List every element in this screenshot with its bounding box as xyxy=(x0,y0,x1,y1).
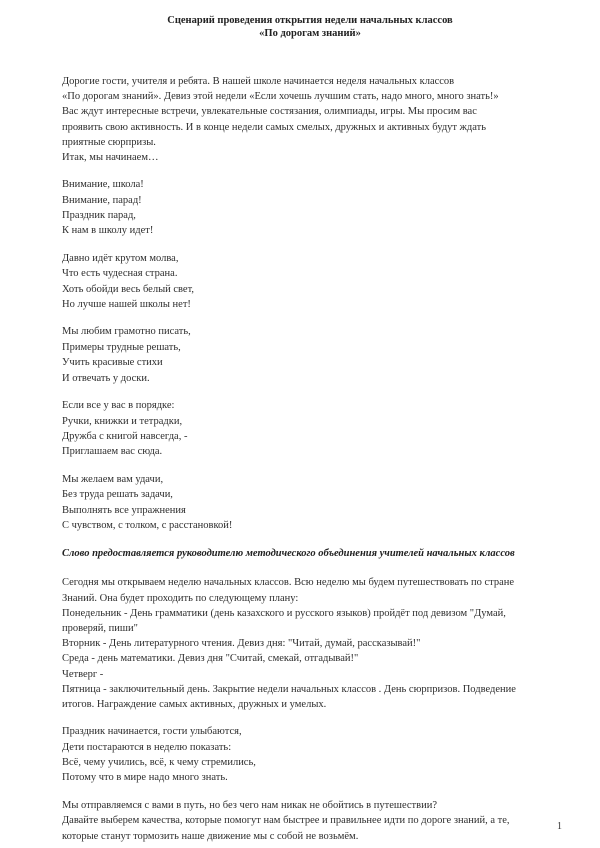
plan-line: Знаний. Она будет проходить по следующему плану: xyxy=(62,592,299,604)
poem-line: Дети постараются в неделю показать: xyxy=(62,741,232,753)
poem-line: Дружба с книгой навсегда, - xyxy=(62,430,188,442)
poem-line: Давно идёт крутом молва, xyxy=(62,252,179,264)
intro-paragraph xyxy=(62,74,558,165)
poem-stanza-4 xyxy=(62,398,558,460)
final-line: которые станут тормозить наше движение мы с собой не возьмём. xyxy=(62,830,359,842)
final-line: Давайте выберем качества, которые помогут нам быстрее и правильнее идти по дороге знаний, а те, xyxy=(62,815,510,827)
poem-line: К нам в школу идет! xyxy=(62,225,154,237)
section-heading: Слово предоставляется руководителю методического объединения учителей начальных классов xyxy=(62,548,515,560)
plan-line: Пятница - заключительный день. Закрытие недели начальных классов . День сюрпризов. Подведение xyxy=(62,683,516,695)
intro-line: Итак, мы начинаем… xyxy=(62,152,159,164)
poem-line: Ручки, книжки и тетрадки, xyxy=(62,415,183,427)
poem-line: Приглашаем вас сюда. xyxy=(62,446,163,458)
plan-line: Четверг - xyxy=(62,668,104,680)
week-plan-paragraph xyxy=(62,575,558,712)
plan-line: проверяй, пиши" xyxy=(62,622,138,634)
poem-line: Внимание, школа! xyxy=(62,179,144,191)
poem-stanza-1 xyxy=(62,177,558,239)
plan-line: Понедельник - День грамматики (день казахского и русского языков) пройдёт под девизом "Думай, xyxy=(62,607,506,619)
poem-line: Что есть чудесная страна. xyxy=(62,268,178,280)
final-line: Мы отправляемся с вами в путь, но без чего нам никак не обойтись в путешествии? xyxy=(62,799,437,811)
poem-line: Примеры трудные решать, xyxy=(62,341,181,353)
poem-line: Праздник начинается, гости улыбаются, xyxy=(62,726,242,738)
poem-line: Мы желаем вам удачи, xyxy=(62,473,164,485)
poem-line: Без труда решать задачи, xyxy=(62,489,173,501)
intro-line: «По дорогам знаний». Девиз этой недели «Если хочешь лучшим стать, надо много, много знать!» xyxy=(62,91,499,103)
intro-line: Дорогие гости, учителя и ребята. В нашей школе начинается неделя начальных классов xyxy=(62,76,455,87)
poem-line: Но лучше нашей школы нет! xyxy=(62,299,191,311)
page-number: 1 xyxy=(557,821,562,832)
closing-poem-stanza xyxy=(62,724,558,786)
plan-line: итогов. Награждение самых активных, дружных и умелых. xyxy=(62,698,327,710)
final-paragraph xyxy=(62,798,558,844)
poem-line: Учить красивые стихи xyxy=(62,357,163,369)
poem-line: Хоть обойди весь белый свет, xyxy=(62,283,195,295)
intro-line: проявить свою активность. И в конце недели самых смелых, дружных и активных будут ждать xyxy=(62,121,486,133)
document-title-line-2: «По дорогам знаний» xyxy=(259,28,361,39)
poem-line: Всё, чему учились, всё, к чему стремились, xyxy=(62,756,256,768)
poem-stanza-3 xyxy=(62,324,558,386)
poem-line: Выполнять все упражнения xyxy=(62,504,186,516)
plan-line: Вторник - День литературного чтения. Девиз дня: "Читай, думай, рассказывай!" xyxy=(62,638,421,650)
intro-line: Вас ждут интересные встречи, увлекательные состязания, олимпиады, игры. Мы просим вас xyxy=(62,106,477,118)
plan-line: Среда - день математики. Девиз дня "Считай, смекай, отгадывай!" xyxy=(62,653,359,665)
poem-line: С чувством, с толком, с расстановкой! xyxy=(62,519,233,531)
poem-line: Внимание, парад! xyxy=(62,194,142,206)
intro-line: приятные сюрпризы. xyxy=(62,136,156,148)
document-title-line-1: Сценарий проведения открытия недели начальных классов xyxy=(167,15,453,26)
poem-line: Праздник парад, xyxy=(62,210,136,222)
poem-stanza-2 xyxy=(62,251,558,313)
poem-line: И отвечать у доски. xyxy=(62,372,150,384)
poem-stanza-5 xyxy=(62,472,558,534)
poem-line: Мы любим грамотно писать, xyxy=(62,326,191,338)
plan-line: Сегодня мы открываем неделю начальных классов. Всю неделю мы будем путешествовать по стране xyxy=(62,577,515,589)
poem-line: Если все у вас в порядке: xyxy=(62,400,175,412)
poem-line: Потому что в мире надо много знать. xyxy=(62,772,228,784)
